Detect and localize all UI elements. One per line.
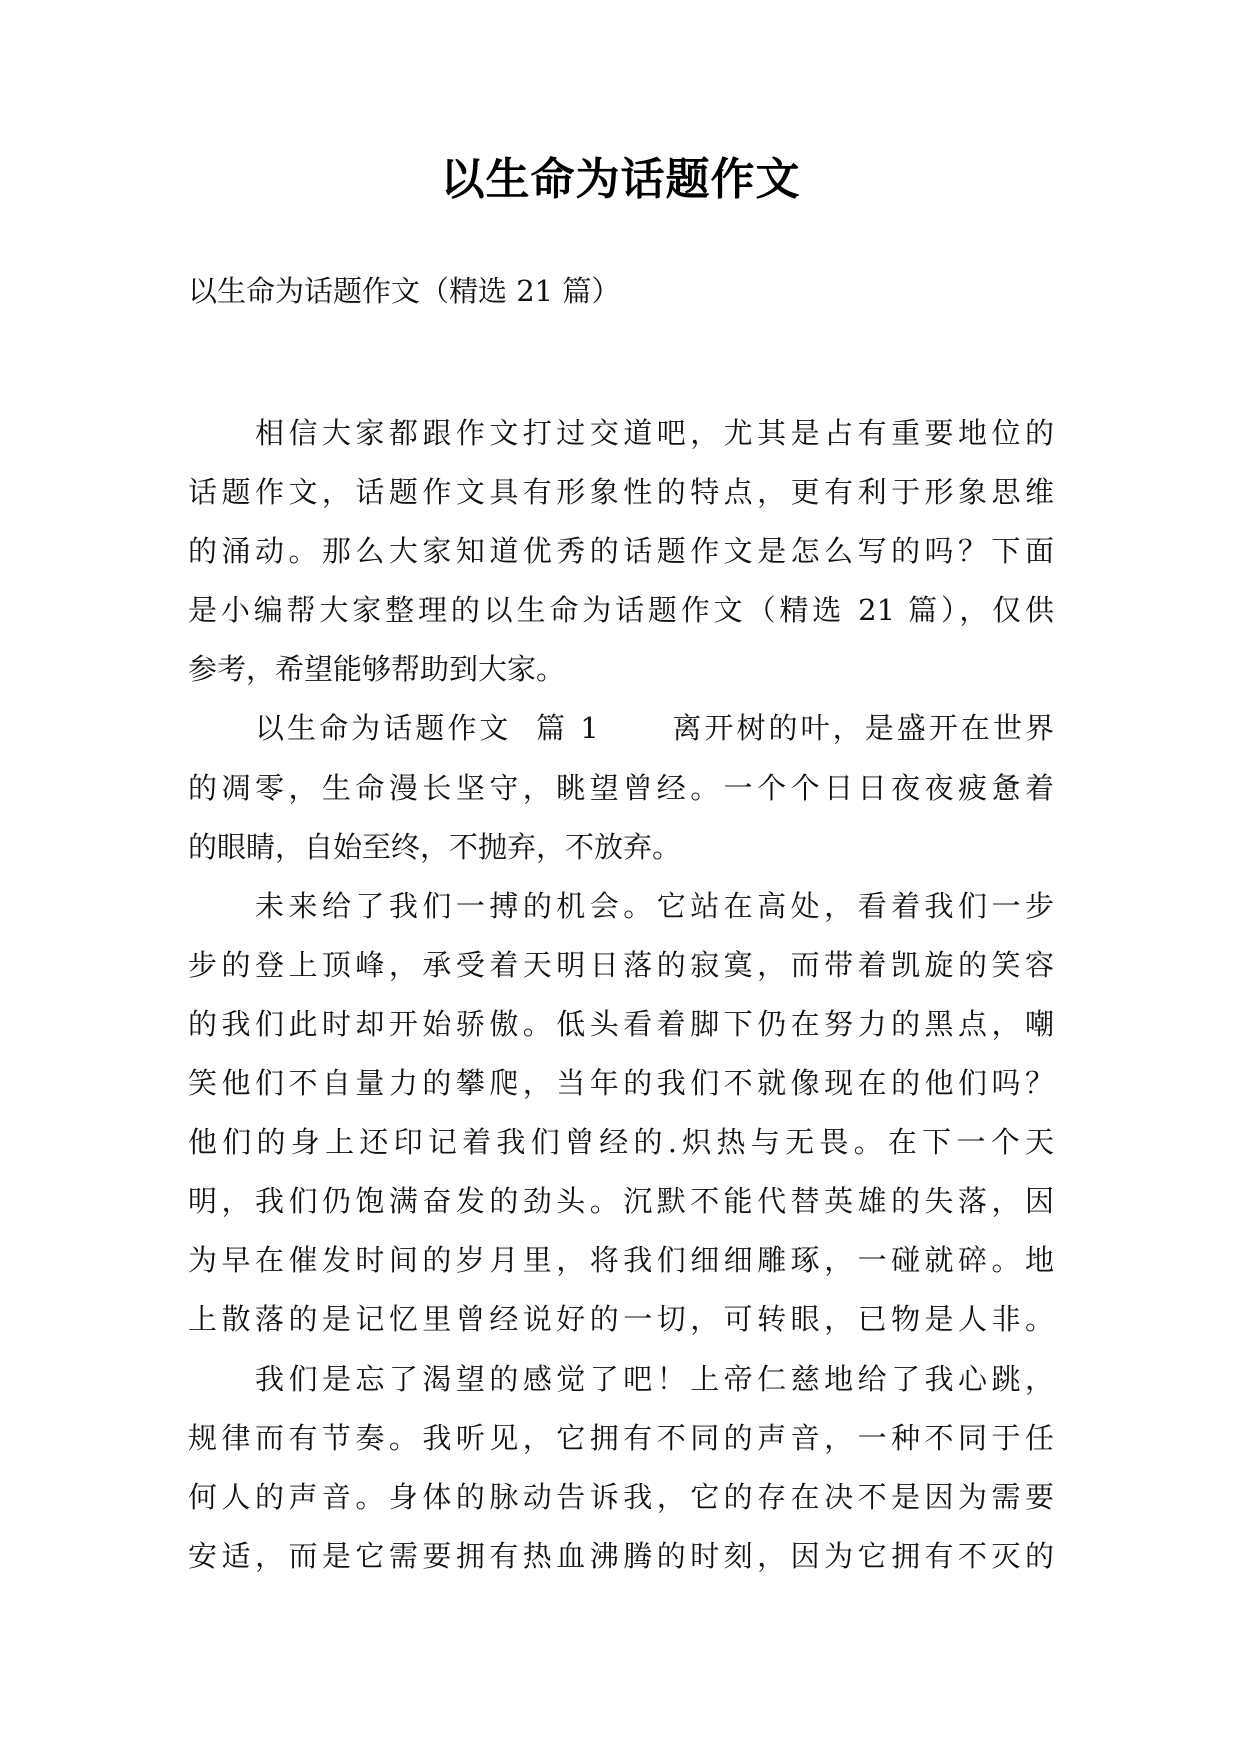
paragraph-line: 我们是忘了渴望的感觉了吧！上帝仁慈地给了我心跳， bbox=[255, 1361, 1054, 1396]
page-title: 以生命为话题作文 bbox=[440, 154, 801, 205]
paragraph-line: 的我们此时却开始骄傲。低头看着脚下仍在努力的黑点，嘲 bbox=[188, 1006, 1054, 1041]
paragraph-line: 相信大家都跟作文打过交道吧，尤其是占有重要地位的 bbox=[255, 416, 1054, 450]
paragraph bbox=[188, 877, 1054, 1350]
paragraph-line: 笑他们不自量力的攀爬，当年的我们不就像现在的他们吗？ bbox=[188, 1066, 1054, 1101]
paragraph-line: 步的登上顶峰，承受着天明日落的寂寞，而带着凯旋的笑容 bbox=[188, 947, 1054, 982]
paragraph-line: 明，我们仍饱满奋发的劲头。沉默不能代替英雄的失落，因 bbox=[188, 1184, 1054, 1219]
paragraph-line: 话题作文，话题作文具有形象性的特点，更有利于形象思维 bbox=[188, 475, 1054, 510]
paragraph-line: 参考，希望能够帮助到大家。 bbox=[188, 652, 566, 687]
paragraph-line: 上散落的是记忆里曾经说好的一切，可转眼，已物是人非。 bbox=[188, 1302, 1054, 1337]
paragraph-line: 以生命为话题作文 篇 1 离开树的叶，是盛开在世界 bbox=[255, 711, 1054, 746]
document-body bbox=[188, 404, 1054, 1586]
paragraph-line: 未来给了我们一搏的机会。它站在高处，看着我们一步 bbox=[255, 888, 1054, 923]
paragraph-line: 的涌动。那么大家知道优秀的话题作文是怎么写的吗？下面 bbox=[188, 534, 1054, 569]
paragraph-line: 他们的身上还印记着我们曾经的.炽热与无畏。在下一个天 bbox=[188, 1125, 1054, 1160]
paragraph bbox=[188, 1350, 1054, 1586]
paragraph-line: 的凋零，生命漫长坚守，眺望曾经。一个个日日夜夜疲惫着 bbox=[188, 770, 1054, 805]
paragraph-line: 何人的声音。身体的脉动告诉我，它的存在决不是因为需要 bbox=[188, 1479, 1054, 1514]
paragraph bbox=[188, 699, 1054, 876]
paragraph-line: 的眼睛，自始至终，不抛弃，不放弃。 bbox=[188, 829, 682, 864]
paragraph-line: 是小编帮大家整理的以生命为话题作文（精选 21 篇），仅供 bbox=[188, 593, 1054, 628]
paragraph-line: 规律而有节奏。我听见，它拥有不同的声音，一种不同于任 bbox=[188, 1420, 1054, 1455]
paragraph-line: 安适，而是它需要拥有热血沸腾的时刻，因为它拥有不灭的 bbox=[188, 1538, 1054, 1573]
paragraph bbox=[188, 404, 1054, 699]
document-subtitle: 以生命为话题作文（精选 21 篇） bbox=[188, 274, 621, 308]
paragraph-line: 为早在催发时间的岁月里，将我们细细雕琢，一碰就碎。地 bbox=[188, 1243, 1054, 1278]
